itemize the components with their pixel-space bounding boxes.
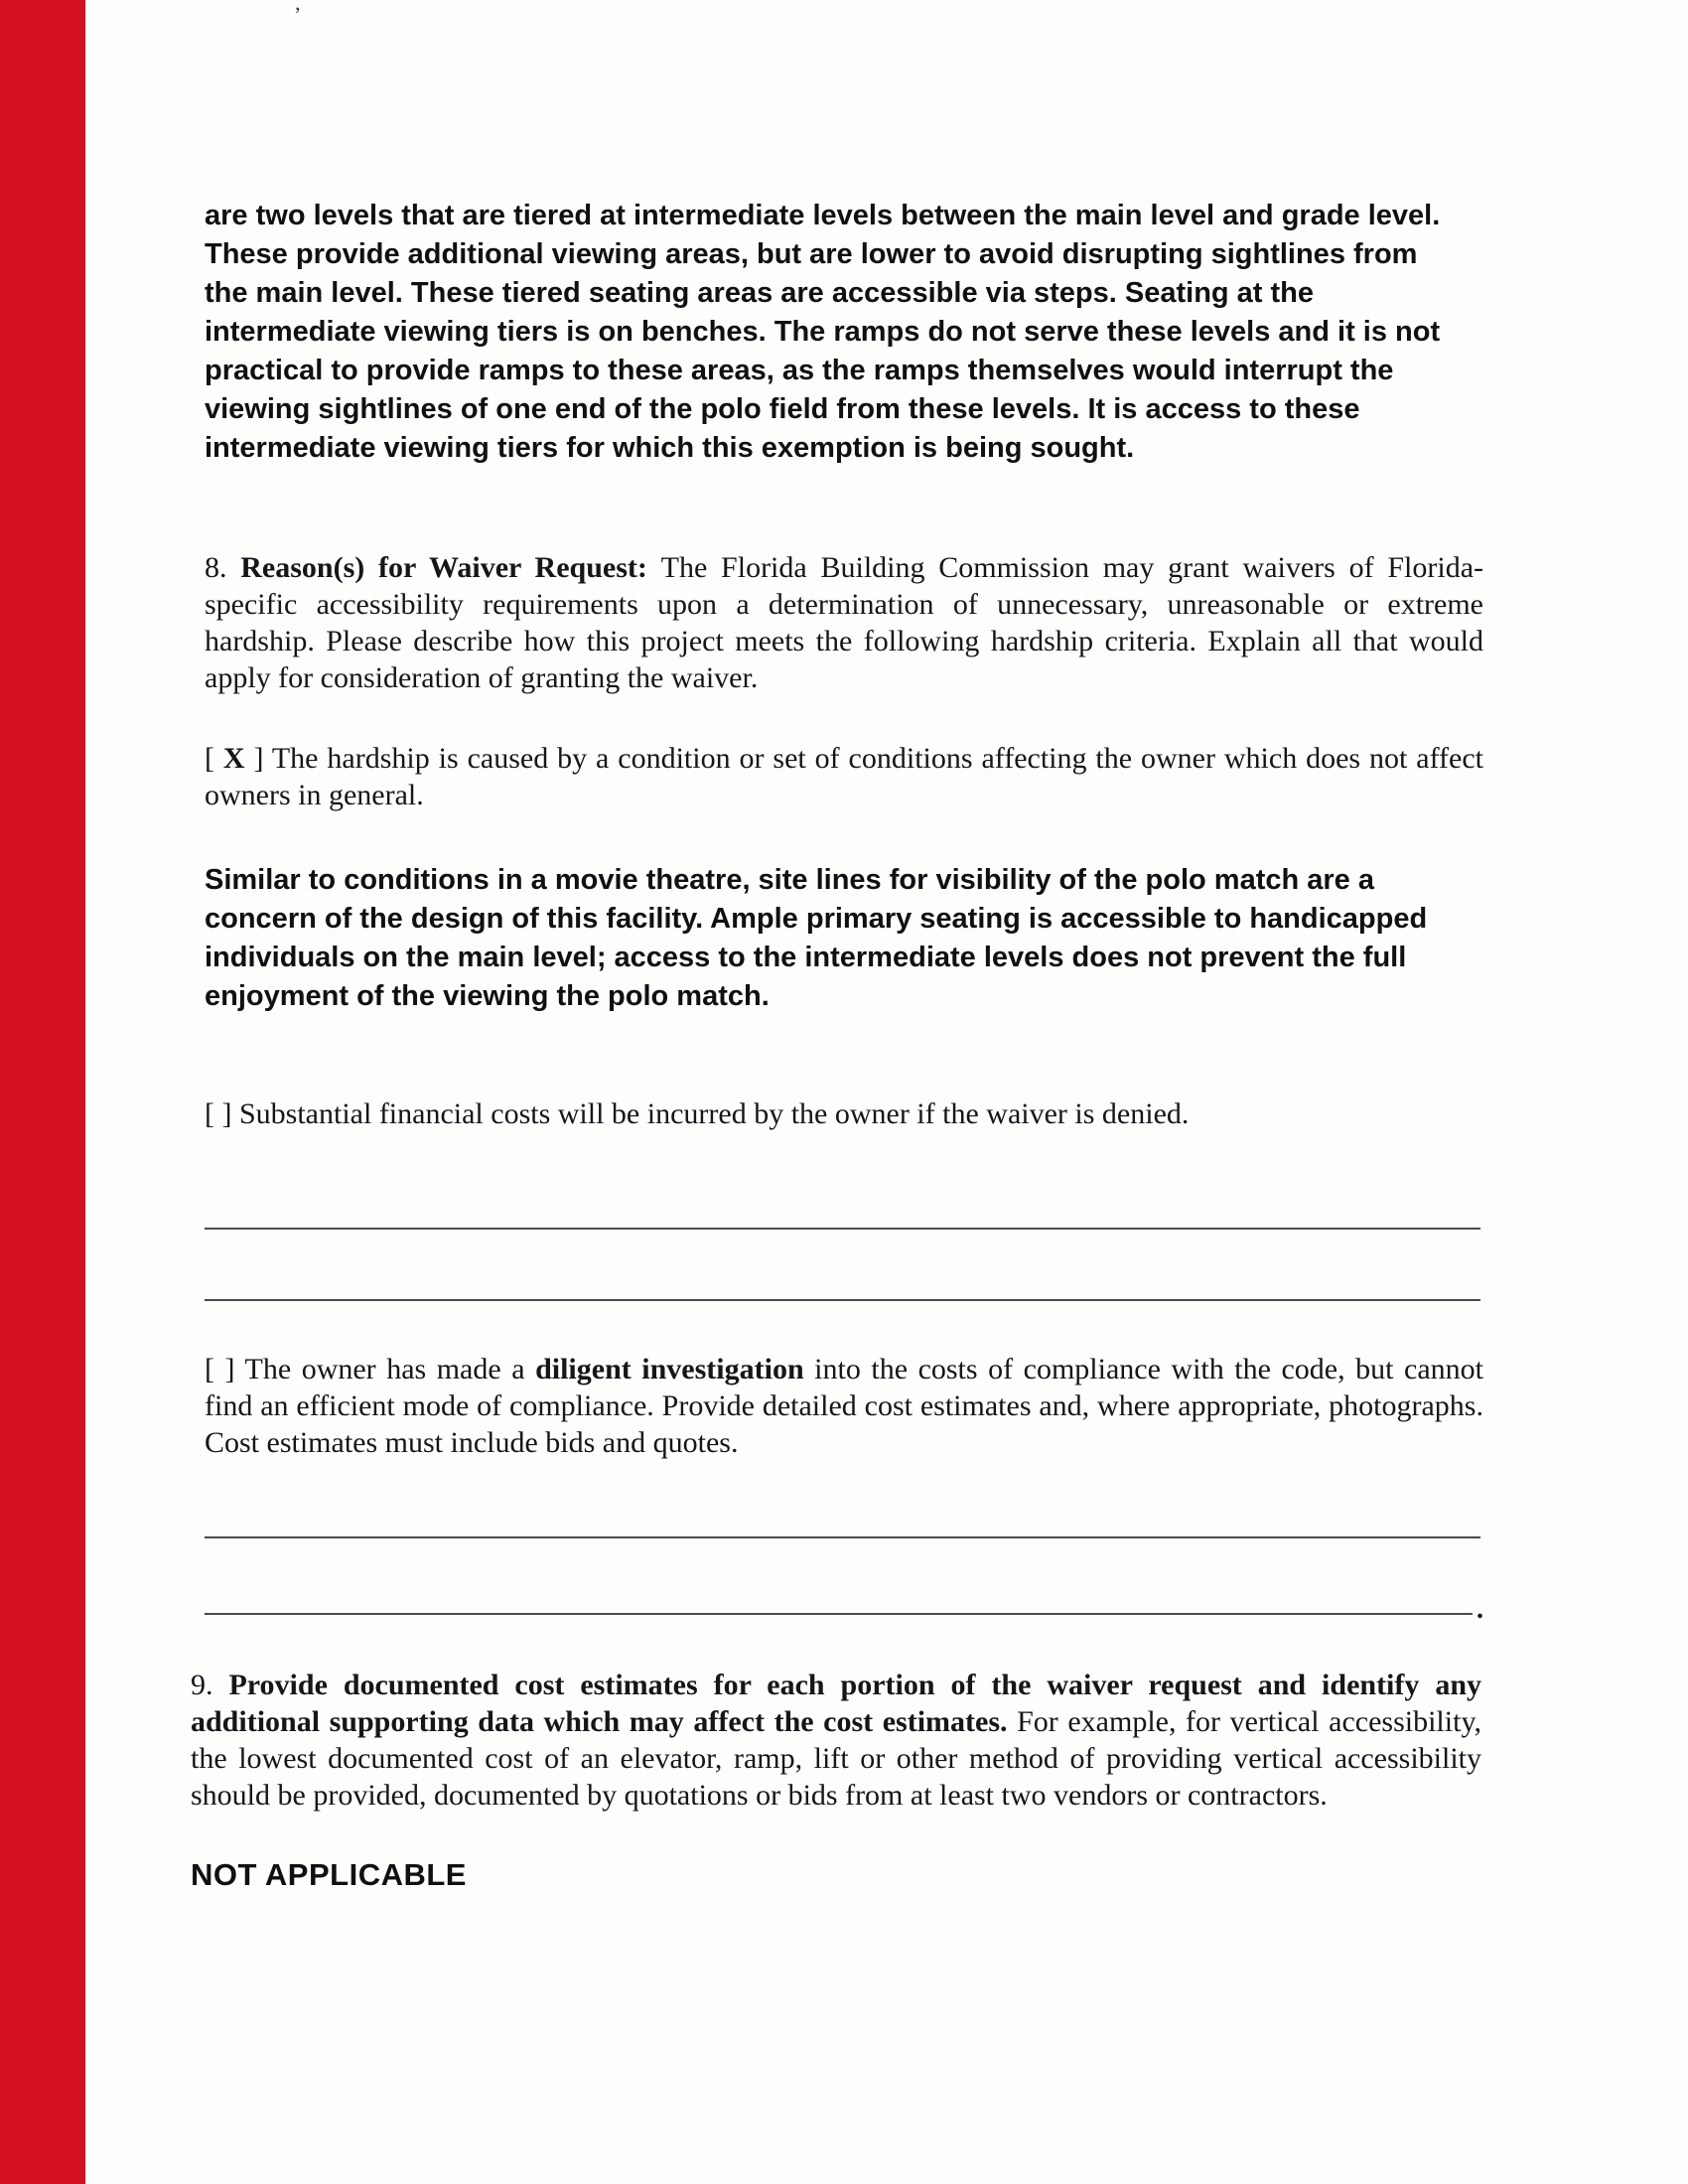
intro-paragraph: are two levels that are tiered at intermediate levels between the main level and grade level. These provide additional viewing areas, but are lower to avoid disrupting sightlines from the main level. These tiered seating areas are accessible via steps. Seating at the intermediate viewing tiers is on benches. The ramps do not serve these levels and it is not practical to provide ramps to these areas, as the ramps themselves would interrupt the viewing sightlines of one end of the polo field from these levels. It is access to these intermediate viewing tiers for which this exemption is being sought. (205, 200, 1441, 464)
scan-artifact-mark: ’ (294, 2, 302, 27)
scan-edge-stripe (0, 0, 85, 2184)
blank-write-line-3 (205, 1536, 1480, 1538)
blank-write-line-2 (205, 1299, 1480, 1301)
diligent-text-after: into the costs of compliance with the code, but cannot find an efficient mode of compliance. Provide detailed cost estimates and, where appropriate, photographs. Cost estimates must include bids and quotes. (205, 1353, 1483, 1459)
hardship-checkbox-open: [ (205, 742, 223, 775)
diligent-checkbox: [ ] (205, 1353, 245, 1385)
document-page (191, 0, 1483, 1894)
trailing-period: . (1477, 1594, 1483, 1625)
blank-write-line-4-row (205, 1594, 1483, 1625)
financial-checklist-item (205, 1095, 1483, 1132)
not-applicable-label: NOT APPLICABLE (191, 1857, 467, 1892)
financial-item-text: Substantial financial costs will be incurred by the owner if the waiver is denied. (238, 1097, 1190, 1130)
blank-write-line-4 (205, 1613, 1473, 1615)
diligent-text-bold: diligent investigation (535, 1353, 804, 1385)
section-8-paragraph (205, 549, 1483, 696)
hardship-checkbox-mark: X (222, 742, 245, 775)
section-8-number: 8. (205, 551, 241, 584)
section-9-body: For example, for vertical accessibility, the lowest documented cost of an elevator, ramp, lift or other method of providing vertical accessibility should be provided, documented by quotations or bids from at least two vendors or contractors. (191, 1705, 1481, 1812)
section-9-heading: Provide documented cost estimates for each portion of the waiver request and identify any additional supporting data which may affect the cost estimates. (191, 1669, 1482, 1738)
hardship-checklist-item (205, 740, 1483, 813)
financial-checkbox: [ ] (205, 1097, 239, 1130)
blank-write-line-1 (205, 1228, 1480, 1230)
section-9-number: 9. (191, 1669, 229, 1701)
section-8-body: The Florida Building Commission may grant waivers of Florida-specific accessibility requirements upon a determination of unnecessary, unreasonable or extreme hardship. Please describe how this project meets the following hardship criteria. Explain all that would apply for consideration of granting the waiver. (205, 551, 1483, 694)
section-9-paragraph (191, 1667, 1481, 1814)
diligent-text-before: The owner has made a (244, 1353, 536, 1385)
section-8-heading: Reason(s) for Waiver Request: (240, 551, 661, 584)
hardship-response-paragraph: Similar to conditions in a movie theatre, site lines for visibility of the polo match are a concern of the design of this facility. Ample primary seating is accessible to handicapped individuals on the main level; access to the intermediate levels does not prevent the full enjoyment of the viewing the polo match. (205, 864, 1428, 1012)
hardship-item-text: The hardship is caused by a condition or set of conditions affecting the owner which does not affect owners in general. (205, 742, 1483, 811)
hardship-checkbox-close: ] (244, 742, 272, 775)
diligent-checklist-item (205, 1351, 1483, 1461)
